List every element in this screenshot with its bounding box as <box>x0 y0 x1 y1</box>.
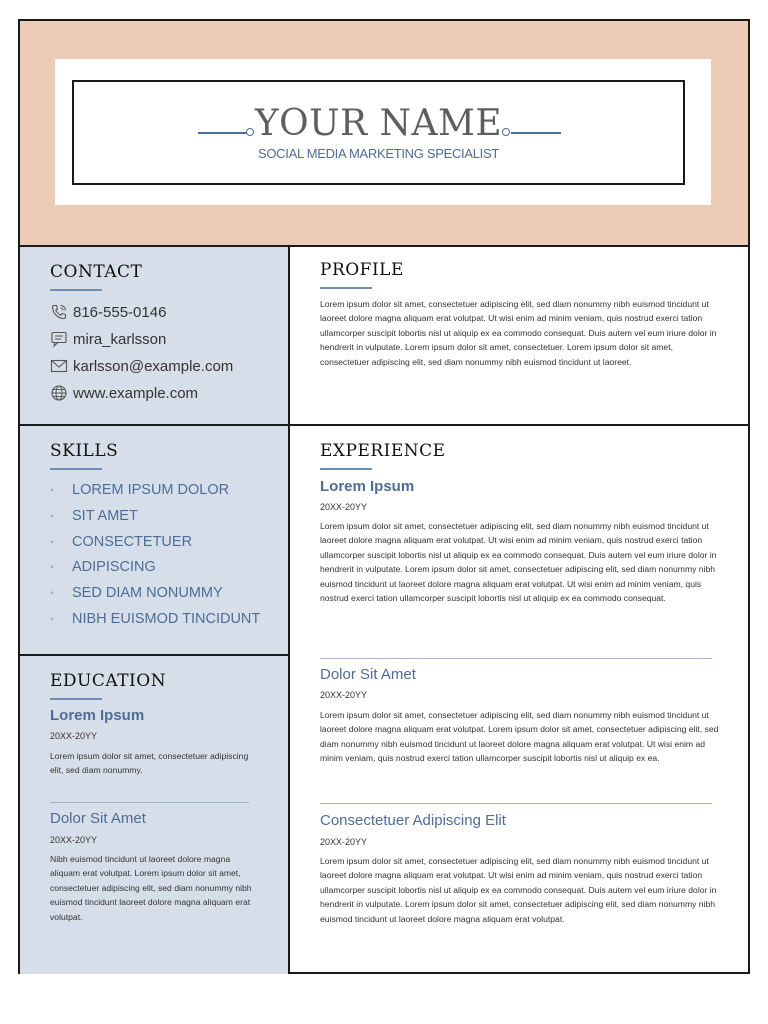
education-title: Dolor Sit Amet <box>50 810 146 827</box>
name-box <box>72 80 685 185</box>
bullet-icon: ◦ <box>50 484 54 496</box>
profile-heading: PROFILE <box>320 260 404 280</box>
contact-heading: CONTACT <box>50 262 143 282</box>
skill-label: SIT AMET <box>72 508 138 524</box>
profile-text: Lorem ipsum dolor sit amet, consectetuer adipiscing elit, sed diam nonummy nibh euismod tincidunt ut laoreet dolore magna aliquam erat volutpat. Ut wisi enim ad minim veniam, quis nostrud exerci tation ullamcorper suscipit lobortis nisl ut aliquip ex ea commodo consequat. Duis autem vel eum iriure dolor in hendrerit in vulputate. Lorem ipsum dolor sit amet, consectetuer. Lorem ipsum dolor sit amet, consectetuer adipiscing elit, sed diam nonummy nibh euismod tincidunt ut laoreet. <box>320 299 717 367</box>
experience-rule <box>320 468 372 470</box>
education-rule <box>50 698 102 700</box>
contact-rule <box>50 289 102 291</box>
skill-label: NIBH EUISMOD TINCIDUNT <box>72 611 261 627</box>
skill-item <box>50 482 229 498</box>
job-title-heading: SOCIAL MEDIA MARKETING SPECIALIST <box>257 146 499 161</box>
education-title: Lorem Ipsum <box>50 707 145 724</box>
experience-description: Lorem ipsum dolor sit amet, consectetuer adipiscing elit, sed diam nonummy nibh euismod tincidunt ut laoreet dolore magna aliquam erat volutpat. Lorem ipsum dolor sit amet, consectetuer adipiscing elit, sed diam nonummy nibh euismod tincidunt ut laoreet dolore magna aliquam erat volutpat. Ut wisi enim ad minim veniam, quis nostrud exerci tation ullamcorper suscipit lobortis nisl ut aliquip ex ea. <box>320 710 719 764</box>
website-text: www.example.com <box>73 384 199 402</box>
experience-title: Consectetuer Adipiscing Elit <box>320 812 506 829</box>
education-description: Nibh euismod tincidunt ut laoreet dolore magna aliquam erat volutpat. Lorem ipsum dolor sit amet, consectetuer adipiscing elit, sed diam nonummy nibh euismod tincidunt laoreet dolore magna aliquam erat volutpat. <box>50 854 252 922</box>
skills-heading: SKILLS <box>50 441 119 461</box>
phone-text: 816-555-0146 <box>73 303 167 321</box>
divider-contact-profile <box>20 424 748 426</box>
bullet-icon: ◦ <box>50 587 54 599</box>
experience-title: Lorem Ipsum <box>320 478 415 495</box>
messenger-text: mira_karlsson <box>73 330 167 348</box>
experience-dates: 20XX-20YY <box>320 502 368 512</box>
experience-divider <box>320 803 712 804</box>
bullet-icon: ◦ <box>50 613 54 625</box>
contact-email <box>50 357 233 375</box>
contact-website <box>50 384 198 402</box>
experience-title: Dolor Sit Amet <box>320 666 416 683</box>
divider-skills-education <box>20 654 290 656</box>
skill-label: SED DIAM NONUMMY <box>72 585 223 601</box>
skill-item <box>50 508 138 524</box>
skill-item <box>50 611 260 627</box>
envelope-icon <box>50 357 68 375</box>
name-heading: YOUR NAME <box>254 103 503 144</box>
resume-page <box>18 19 750 974</box>
name-right-rule <box>511 132 561 134</box>
globe-icon <box>50 384 68 402</box>
education-dates: 20XX-20YY <box>50 835 98 845</box>
skills-rule <box>50 468 102 470</box>
header-banner <box>20 21 748 247</box>
name-right-dot <box>502 128 510 136</box>
experience-description: Lorem ipsum dolor sit amet, consectetuer adipiscing elit, sed diam nonummy nibh euismod tincidunt ut laoreet dolore magna aliquam erat volutpat. Ut wisi enim ad minim veniam, quis nostrud exerci tation ullamcorper suscipit lobortis nisl ut aliquip ex ea commodo consequat. Duis autem vel eum iriure dolor in hendrerit in vulputate. Lorem ipsum dolor sit amet, consectetuer adipiscing elit, sed diam nonummy nibh euismod tincidunt ut laoreet dolore magna aliquam erat volutpat. Ut wisi enim ad minim veniam, quis nostrud exerci tation ullamcorper suscipit lobortis nisl ut aliquip ex ea commodo consequat. <box>320 521 717 604</box>
experience-heading: EXPERIENCE <box>320 441 446 461</box>
skill-label: LOREM IPSUM DOLOR <box>72 482 230 498</box>
bullet-icon: ◦ <box>50 536 54 548</box>
contact-phone <box>50 303 166 321</box>
education-heading: EDUCATION <box>50 671 167 691</box>
profile-rule <box>320 287 372 289</box>
experience-description: Lorem ipsum dolor sit amet, consectetuer adipiscing elit, sed diam nonummy nibh euismod tincidunt ut laoreet dolore magna aliquam erat volutpat. Ut wisi enim ad minim veniam, quis nostrud exerci tation ullamcorper suscipit lobortis nisl ut aliquip ex ea commodo consequat. Duis autem vel eum iriure dolor in hendrerit in vulputate. Lorem ipsum dolor sit amet, consectetuer adipiscing elit, sed diam nonummy nibh euismod tincidunt ut laoreet dolore magna aliquam erat volutpat. <box>320 856 717 924</box>
education-dates: 20XX-20YY <box>50 731 98 741</box>
experience-dates: 20XX-20YY <box>320 690 368 700</box>
chat-icon <box>50 330 68 348</box>
email-text: karlsson@example.com <box>73 357 234 375</box>
header-inner <box>55 59 711 205</box>
skill-label: ADIPISCING <box>72 559 156 575</box>
skill-item <box>50 559 156 575</box>
experience-divider <box>320 658 712 659</box>
skill-item <box>50 534 192 550</box>
experience-dates: 20XX-20YY <box>320 837 368 847</box>
education-description: Lorem ipsum dolor sit amet, consectetuer adipiscing elit, sed diam nonummy. <box>50 751 249 776</box>
phone-icon <box>50 303 68 321</box>
education-divider <box>50 802 249 803</box>
bullet-icon: ◦ <box>50 510 54 522</box>
skill-label: CONSECTETUER <box>72 534 193 550</box>
contact-messenger <box>50 330 166 348</box>
bullet-icon: ◦ <box>50 561 54 573</box>
skill-item <box>50 585 223 601</box>
